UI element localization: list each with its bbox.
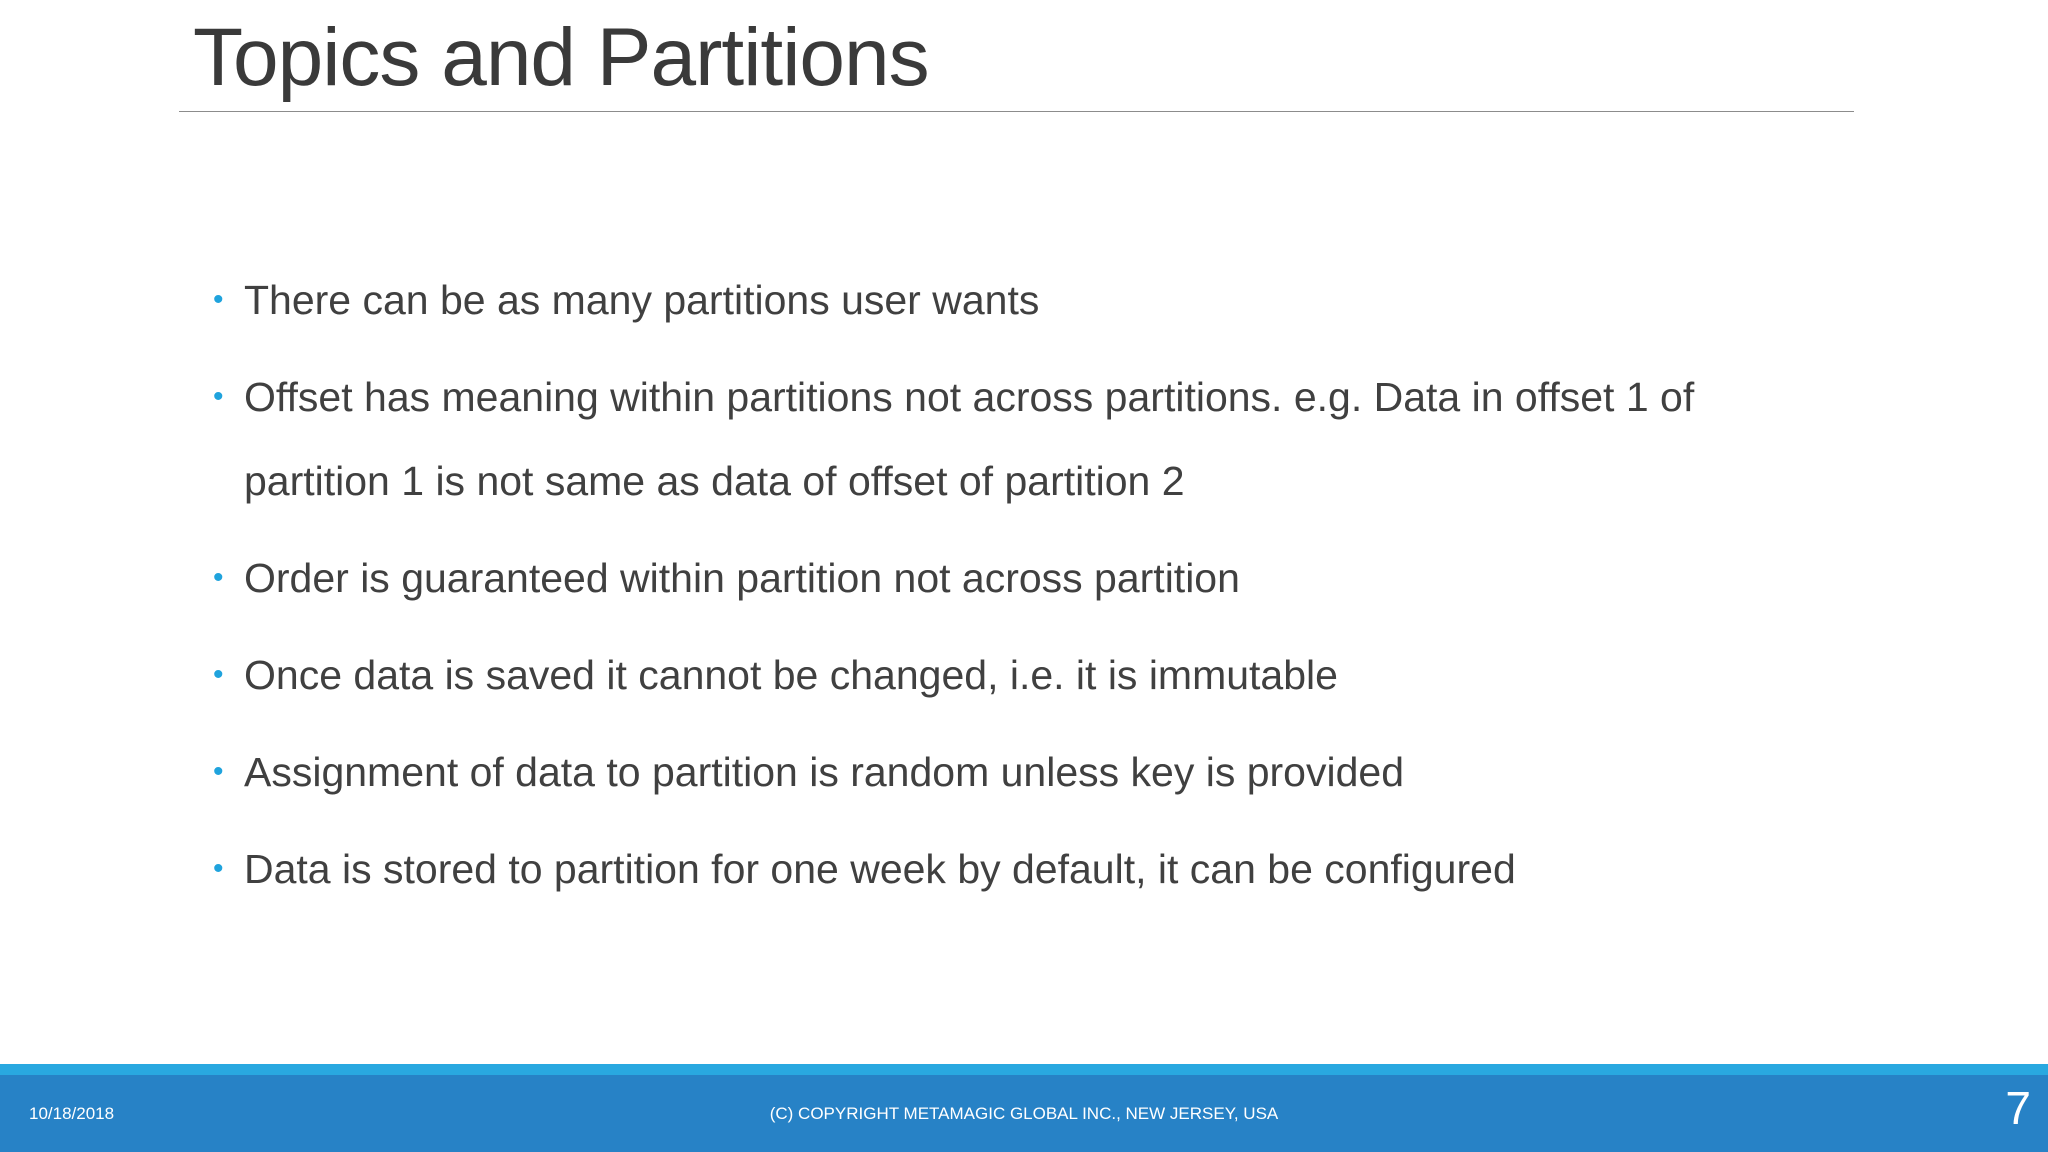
slide-title: Topics and Partitions: [193, 12, 929, 103]
bullet-text: Once data is saved it cannot be changed, i.e. it is immutable: [244, 652, 1338, 698]
bullet-dot-icon: •: [213, 658, 224, 691]
bullet-text: Data is stored to partition for one week by default, it can be configured: [244, 846, 1516, 892]
bullet-text: Assignment of data to partition is random unless key is provided: [244, 749, 1404, 795]
bullet-text: There can be as many partitions user wants: [244, 277, 1040, 323]
title-divider: [179, 111, 1854, 112]
bullet-item: [213, 355, 1813, 523]
footer-date: 10/18/2018: [29, 1104, 115, 1123]
footer-copyright: (C) COPYRIGHT METAMAGIC GLOBAL INC., NEW JERSEY, USA: [769, 1104, 1279, 1123]
bullet-text: Offset has meaning within partitions not across partitions. e.g. Data in offset 1 of partition 1 is not same as data of offset of partition 2: [244, 374, 1695, 504]
bullet-item: [213, 258, 1813, 342]
footer-accent-strip: [0, 1064, 2048, 1075]
bullet-item: [213, 633, 1813, 717]
bullet-dot-icon: •: [213, 561, 224, 594]
bullet-dot-icon: •: [213, 755, 224, 788]
bullet-item: [213, 536, 1813, 620]
bullet-dot-icon: •: [213, 852, 224, 885]
bullet-item: [213, 827, 1813, 911]
bullet-text: Order is guaranteed within partition not across partition: [244, 555, 1240, 601]
bullet-list: [213, 258, 1813, 924]
bullet-item: [213, 730, 1813, 814]
bullet-dot-icon: •: [213, 283, 224, 316]
page-number: 7: [2005, 1082, 2031, 1134]
bullet-dot-icon: •: [213, 380, 224, 413]
